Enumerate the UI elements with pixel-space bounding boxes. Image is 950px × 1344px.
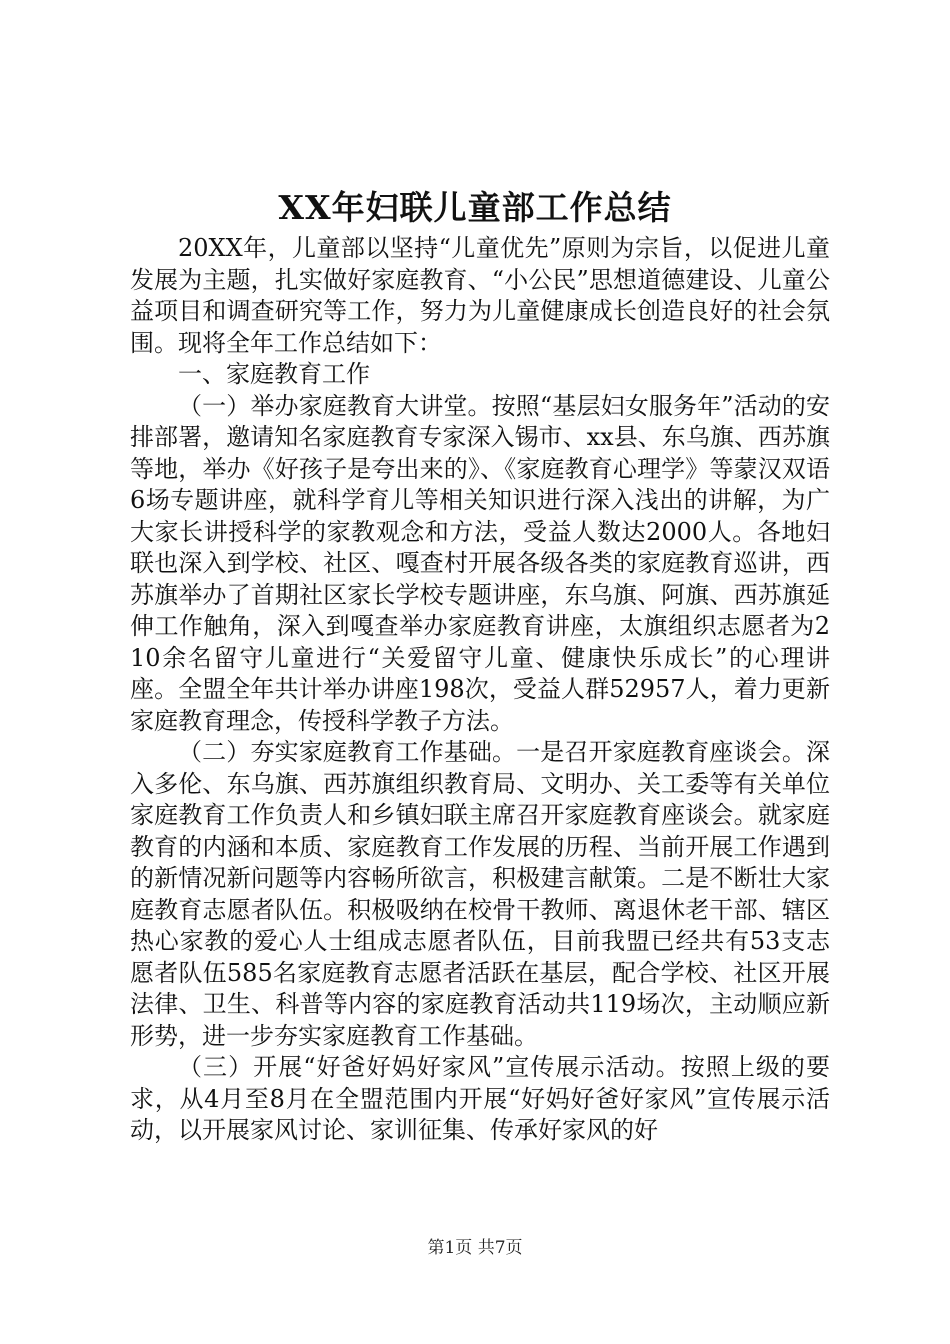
intro-paragraph: 20XX年，儿童部以坚持“儿童优先”原则为宗旨，以促进儿童发展为主题，扎实做好家庭教育、“小公民”思想道德建设、儿童公益项目和调查研究等工作，努力为儿童健康成长创造良好的社会氛围。现将全年工作总结如下： (130, 234, 830, 357)
body-paragraph: （二）夯实家庭教育工作基础。一是召开家庭教育座谈会。深入多伦、东乌旗、西苏旗组织教育局、文明办、关工委等有关单位家庭教育工作负责人和乡镇妇联主席召开家庭教育座谈会。就家庭教育的内涵和本质、家庭教育工作发展的历程、当前开展工作遇到的新情况新问题等内容畅所欲言，积极建言献策。二是不断壮大家庭教育志愿者队伍。积极吸纳在校骨干教师、离退休老干部、辖区热心家教的爱心人士组成志愿者队伍，目前我盟已经共有53支志愿者队伍585名家庭教育志愿者活跃在基层，配合学校、社区开展法律、卫生、科普等内容的家庭教育活动共119场次，主动顺应新形势，进一步夯实家庭教育工作基础。 (130, 738, 830, 1050)
body-paragraph: （一）举办家庭教育大讲堂。按照“基层妇女服务年”活动的安排部署，邀请知名家庭教育专家深入锡市、xx县、东乌旗、西苏旗等地，举办《好孩子是夸出来的》、《家庭教育心理学》等蒙汉双语6场专题讲座，就科学育儿等相关知识进行深入浅出的讲解，为广大家长讲授科学的家教观念和方法，受益人数达2000人。各地妇联也深入到学校、社区、嘎查村开展各级各类的家庭教育巡讲，西苏旗举办了首期社区家长学校专题讲座，东乌旗、阿旗、西苏旗延伸工作触角，深入到嘎查举办家庭教育讲座，太旗组织志愿者为210余名留守儿童进行“关爱留守儿童、健康快乐成长”的心理讲座。全盟全年共计举办讲座198次，受益人群52957人，着力更新家庭教育理念，传授科学教子方法。 (130, 391, 830, 735)
section-heading: 一、家庭教育工作 (178, 360, 370, 388)
body-paragraph: （三）开展“好爸好妈好家风”宣传展示活动。按照上级的要求，从4月至8月在全盟范围内开展“好妈好爸好家风”宣传展示活动，以开展家风讨论、家训征集、传承好家风的好 (130, 1053, 830, 1144)
document-body (130, 233, 830, 1147)
document-title: XX年妇联儿童部工作总结 (278, 188, 672, 227)
page-footer: 第1页 共7页 (427, 1238, 523, 1258)
